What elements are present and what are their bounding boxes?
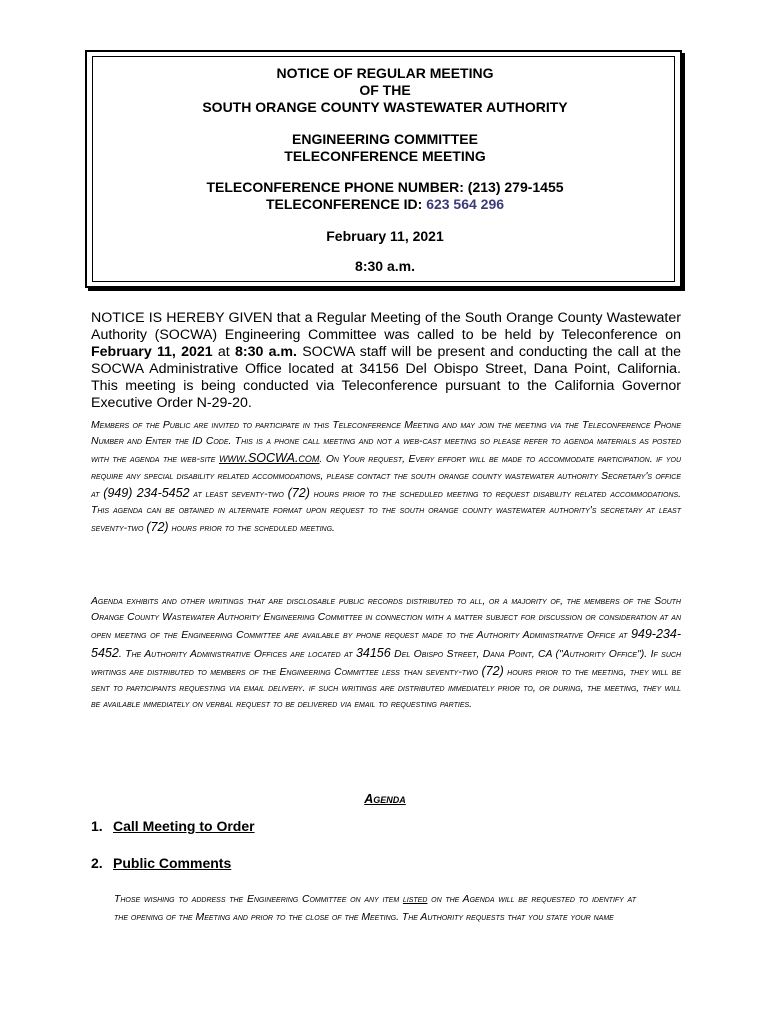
public-text-2: . On Your request, Every effort will be made to accommodate participation. if you require any special disability related accommodations, please contact the south orange county wastewater authority Secretary's office at: [91, 454, 681, 500]
meeting-date-text: February 11, 2021: [326, 228, 444, 244]
agenda-item-label: Call Meeting to Order: [113, 818, 255, 834]
meeting-title: [0, 65, 770, 116]
notice-text-1: NOTICE IS HEREBY GIVEN that a Regular Meeting of the South Orange County Wastewater Authority (SOCWA) Engineering Committee was called to be held by Teleconference on: [91, 310, 681, 344]
meeting-type: TELECONFERENCE MEETING: [284, 148, 486, 164]
exhibits-text-1: Agenda exhibits and other writings that are disclosable public records distributed to all, or a majority of, the members of the South Orange County Wastewater Authority Engineering Committee in connection with a matter subject for discussion or consideration at an open meeting of the Engineering Committee are available by phone request made to the Authority Administrative Office at: [91, 596, 681, 642]
teleconference-id-line: [0, 196, 770, 213]
agenda-item-number: 1.: [91, 818, 103, 834]
authority-phone: 949-234-5452: [91, 627, 681, 660]
website-link[interactable]: www.SOCWA.com: [218, 451, 320, 466]
public-text-1: Members of the Public are invited to participate in this Teleconference Meeting and may join the meeting via the Teleconference Phone Number and Enter the ID Code. This is a phone call meeting and not a web-cast meeting so please refer to agenda materials as posted with the agenda the web-site: [91, 420, 681, 466]
exhibits-text-2: . The Authority Administrative Offices are located at: [118, 648, 356, 660]
authority-address-number: 34156: [355, 645, 391, 660]
notice-time: 8:30 a.m.: [234, 344, 297, 361]
meeting-date: [0, 228, 770, 245]
teleconference-id-label: TELECONFERENCE ID:: [265, 196, 423, 212]
notice-date: February 11, 2021: [91, 344, 213, 361]
public-participation-paragraph: [91, 418, 681, 537]
public-text-4: hours prior to the scheduled meeting to request disability related accommodations. This agenda can be obtained in alternate format upon request to the south orange county wastewater authority's secretary at least seventy-two: [91, 488, 682, 535]
public-comments-paragraph: [114, 891, 636, 927]
agenda-exhibits-paragraph: [91, 594, 681, 713]
committee-name: ENGINEERING COMMITTEE: [292, 131, 478, 147]
notice-text-2: at: [212, 344, 235, 361]
agenda-item-number: 2.: [91, 855, 103, 871]
exhibits-hours-number: (72): [481, 663, 504, 678]
teleconference-phone: TELECONFERENCE PHONE NUMBER: (213) 279-1455: [206, 179, 564, 195]
public-comments-text-1: Those wishing to address the Engineering Committee on any item: [114, 894, 403, 905]
title-line-1: NOTICE OF REGULAR MEETING: [276, 65, 494, 81]
agenda-item: [91, 855, 231, 871]
public-text-5: hours prior to the scheduled meeting.: [168, 523, 335, 535]
secretary-phone: (949) 234-5452: [103, 485, 190, 500]
agenda-item: [91, 818, 255, 834]
title-line-2: OF THE: [359, 82, 411, 98]
hours-number-2: (72): [146, 520, 169, 535]
meeting-time: [0, 258, 770, 275]
meeting-time-text: 8:30 a.m.: [355, 258, 415, 274]
committee-block: [0, 131, 770, 165]
agenda-heading: Agenda: [364, 792, 406, 806]
notice-text-3: SOCWA staff will be present and conducting the call at the SOCWA Administrative Office located at 34156 Del Obispo Street, Dana Point, California. This meeting is being conducted via Teleconference pursuant to the California Governor Executive Order N-29-20.: [91, 344, 681, 412]
agenda-item-label: Public Comments: [113, 855, 232, 871]
public-text-3: at least seventy-two: [189, 488, 288, 500]
public-comments-text-2: on the Agenda will be requested to identify at the opening of the Meeting and prior to the close of the Meeting. The Authority requests that you state your name: [114, 894, 636, 924]
exhibits-text-4: hours prior to the meeting, they will be sent to participants requesting via email delivery. if such writings are distributed immediately prior to, or during, the meeting, they will be available immediately on verbal request to be delivered via email to requesting parties.: [91, 666, 681, 711]
exhibits-text-3: Del Obispo Street, Dana Point, CA ("Authority Office"). If such writings are distributed to members of the Engineering Committee less than seventy-two: [91, 648, 681, 678]
title-line-3: SOUTH ORANGE COUNTY WASTEWATER AUTHORITY: [202, 99, 568, 115]
hours-number: (72): [287, 485, 310, 500]
teleconference-id-value: 623 564 296: [426, 196, 505, 212]
listed-word: listed: [402, 894, 428, 905]
teleconference-block: [0, 179, 770, 213]
notice-paragraph: [91, 310, 681, 413]
